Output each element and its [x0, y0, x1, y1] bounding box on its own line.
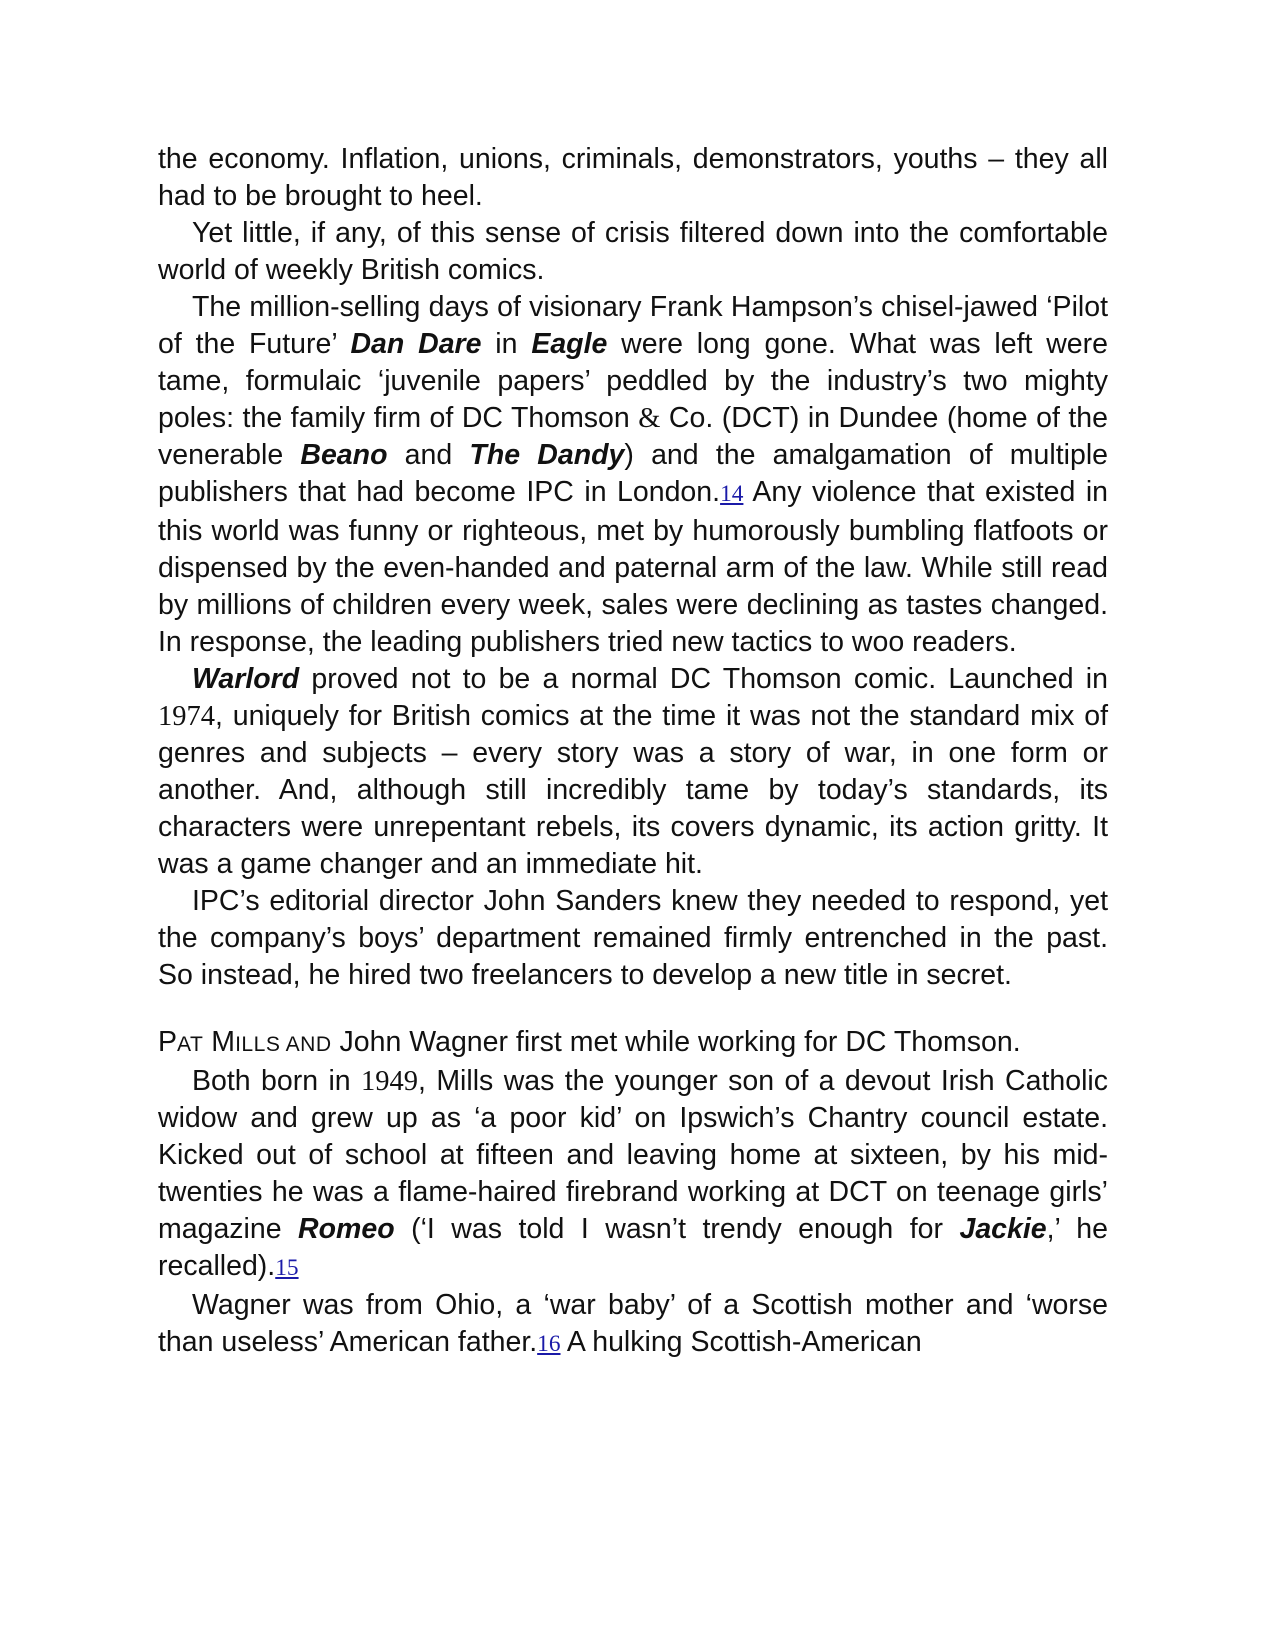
- paragraph-wagner-bio: Wagner was from Ohio, a ‘war baby’ of a Scottish mother and ‘worse than useless’ American father.16 A hulking Scottish-American: [158, 1289, 1108, 1358]
- title-jackie: Jackie: [959, 1213, 1047, 1245]
- paragraph-ipc-response: IPC’s editorial director John Sanders knew they needed to respond, yet the company’s boys’ department remained firmly entrenched in the past. So instead, he hired two freelancers to develop a new title in secret.: [158, 885, 1108, 991]
- paragraph-comics-industry: The million-selling days of visionary Frank Hampson’s chisel-jawed ‘Pilot of the Future’ Dan Dare in Eagle were long gone. What was left were tame, formulaic ‘juvenile papers’ peddled by the industry’s two mighty poles: the family firm of DC Thomson & Co. (DCT) in Dundee (home of the venerable Beano and The Dandy) and the amalgamation of multiple publishers that had become IPC in London.14 Any violence that existed in this world was funny or righteous, met by humorously bumbling flatfoots or dispensed by the even-handed and paternal arm of the law. While still read by millions of children every week, sales were declining as tastes changed. In response, the leading publishers tried new tactics to woo readers.: [158, 291, 1109, 658]
- year-1974: 1974: [158, 701, 215, 732]
- paragraph-mills-bio: Both born in 1949, Mills was the younger son of a devout Irish Catholic widow and grew up as ‘a poor kid’ on Ipswich’s Chantry council estate. Kicked out of school at fifteen and leaving home at sixteen, by his mid-twenties he was a flame-haired firebrand working at DCT on teenage girls’ magazine Romeo (‘I was told I wasn’t trendy enough for Jackie,’ he recalled).15: [158, 1065, 1109, 1282]
- book-page-body: [158, 141, 1108, 1363]
- ampersand: &: [638, 403, 661, 434]
- year-1949: 1949: [361, 1066, 419, 1097]
- title-beano: Beano: [300, 439, 388, 471]
- title-the-dandy: The Dandy: [469, 439, 625, 471]
- title-eagle: Eagle: [531, 328, 608, 360]
- footnote-link-16[interactable]: 16: [537, 1331, 561, 1357]
- paragraph-section-opening: PAT MILLS AND John Wagner first met while working for DC Thomson.: [158, 1026, 1021, 1058]
- paragraph-crisis: Yet little, if any, of this sense of crisis filtered down into the comfortable world of weekly British comics.: [158, 217, 1108, 286]
- footnote-link-14[interactable]: 14: [720, 481, 744, 507]
- title-warlord: Warlord: [192, 663, 300, 695]
- title-dan-dare: Dan Dare: [350, 328, 482, 360]
- paragraph-warlord: Warlord proved not to be a normal DC Thomson comic. Launched in 1974, uniquely for British comics at the time it was not the standard mix of genres and subjects – every story was a story of war, in one form or another. And, although still incredibly tame by today’s standards, its characters were unrepentant rebels, its covers dynamic, its action gritty. It was a game changer and an immediate hit.: [158, 663, 1108, 880]
- title-romeo: Romeo: [298, 1213, 395, 1245]
- paragraph-economy: the economy. Inflation, unions, criminals, demonstrators, youths – they all had to be brought to heel.: [158, 143, 1108, 212]
- footnote-link-15[interactable]: 15: [275, 1255, 299, 1281]
